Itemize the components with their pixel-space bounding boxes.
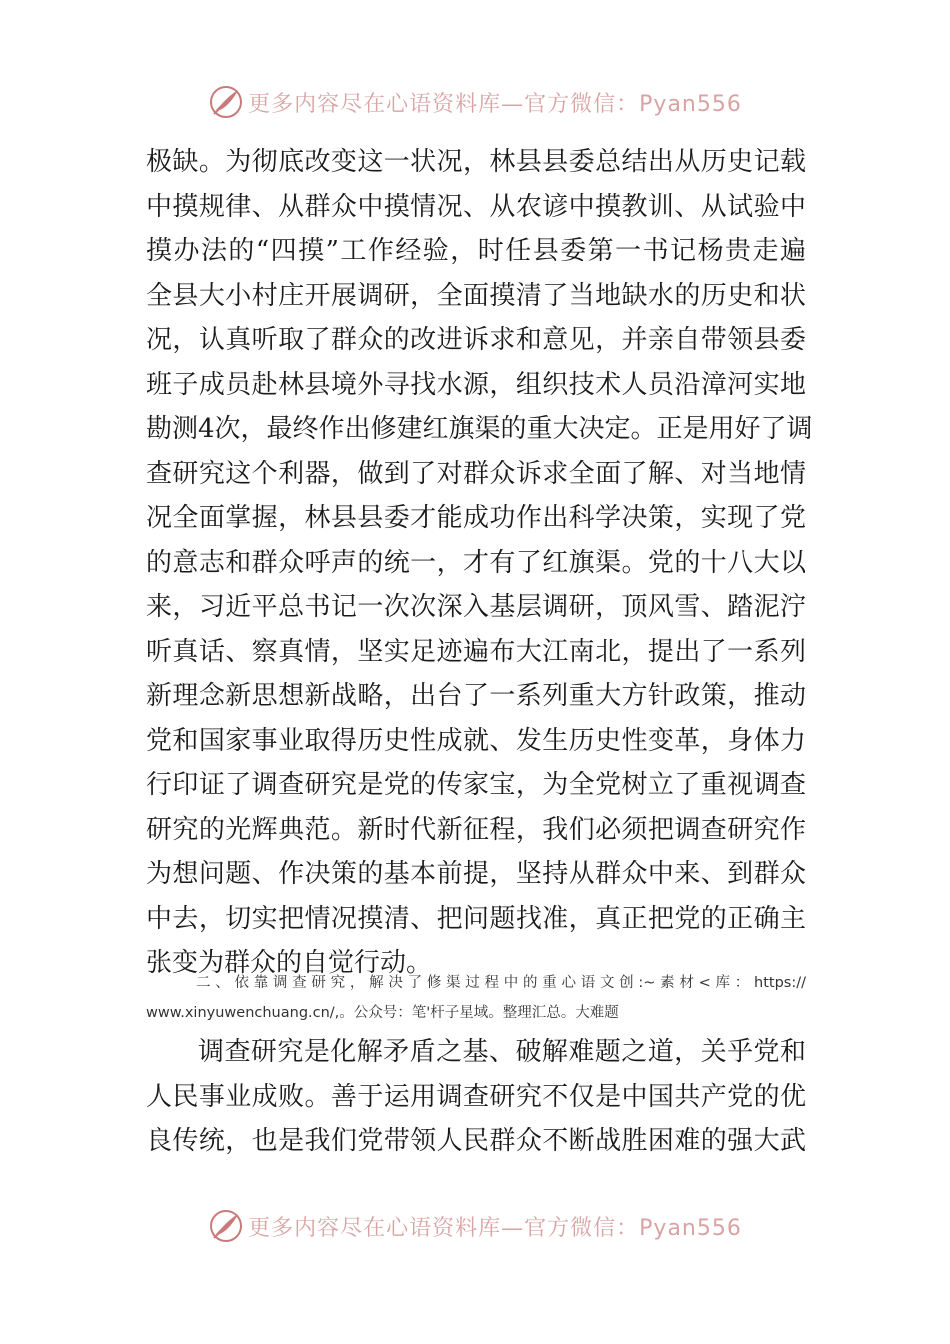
text-line: 极缺。为彻底改变这一状况，林县县委总结出从历史记载: [146, 147, 806, 177]
text-line: 况，认真听取了群众的改进诉求和意见，并亲自带领县委: [146, 325, 806, 355]
text-line: 中去，切实把情况摸清、把问题找准，真正把党的正确主: [146, 903, 806, 934]
text-line: 听真话、察真情，坚实足迹遍布大江南北，提出了一系列: [146, 636, 806, 667]
footer-banner: [0, 1206, 950, 1246]
text-line: 张变为群众的自觉行动。: [146, 948, 433, 978]
header-banner: [0, 82, 950, 122]
text-line: 勘测4次，最终作出修建红旗渠的重大决定。正是用好了调: [146, 414, 813, 444]
banner-text: 更多内容尽在心语资料库—官方微信：Pyan556: [248, 91, 742, 117]
text-line: 新理念新思想新战略，出台了一系列重大方针政策，推动: [146, 681, 806, 711]
text-line: 的意志和群众呼声的统一，才有了红旗渠。党的十八大以: [146, 547, 806, 578]
section-heading: [146, 968, 806, 1028]
text-line: 来，习近平总书记一次次深入基层调研，顶风雪、踏泥泞: [146, 592, 806, 622]
text-line: 班子成员赴林县境外寻找水源，组织技术人员沿漳河实地: [146, 369, 806, 400]
text-line: 人民事业成败。善于运用调查研究不仅是中国共产党的优: [146, 1081, 806, 1112]
text-line: 行印证了调查研究是党的传家宝，为全党树立了重视调查: [146, 770, 806, 800]
heading-line-2: www.xinyuwenchuang.cn/,。公众号：笔'杆子星域。整理汇总。大难题: [146, 1005, 619, 1021]
text-line: 调查研究是化解矛盾之基、破解难题之道，关乎党和: [198, 1037, 806, 1067]
text-line: 查研究这个利器，做到了对群众诉求全面了解、对当地情: [146, 458, 806, 489]
quill-logo-icon: [208, 84, 244, 120]
banner-text: 更多内容尽在心语资料库—官方微信：Pyan556: [248, 1215, 742, 1241]
quill-logo-icon: [208, 1208, 244, 1244]
text-line: 摸办法的“四摸”工作经验，时任县委第一书记杨贵走遍: [146, 236, 806, 266]
text-line: 况全面掌握，林县县委才能成功作出科学决策，实现了党: [146, 503, 806, 533]
paragraph-2: [146, 1030, 806, 1164]
text-line: 研究的光辉典范。新时代新征程，我们必须把调查研究作: [146, 814, 806, 845]
text-line: 中摸规律、从群众中摸情况、从农谚中摸教训、从试验中: [146, 191, 806, 222]
heading-line-1: 二、依靠调查研究，解决了修渠过程中的重心语文创:~素材<库：https://: [196, 975, 806, 991]
text-line: 全县大小村庄开展调研，全面摸清了当地缺水的历史和状: [146, 280, 806, 311]
paragraph-1: [146, 140, 813, 986]
text-line: 良传统，也是我们党带领人民群众不断战胜困难的强大武: [146, 1126, 806, 1156]
text-line: 为想问题、作决策的基本前提，坚持从群众中来、到群众: [146, 859, 806, 889]
text-line: 党和国家事业取得历史性成就、发生历史性变革，身体力: [146, 725, 806, 756]
